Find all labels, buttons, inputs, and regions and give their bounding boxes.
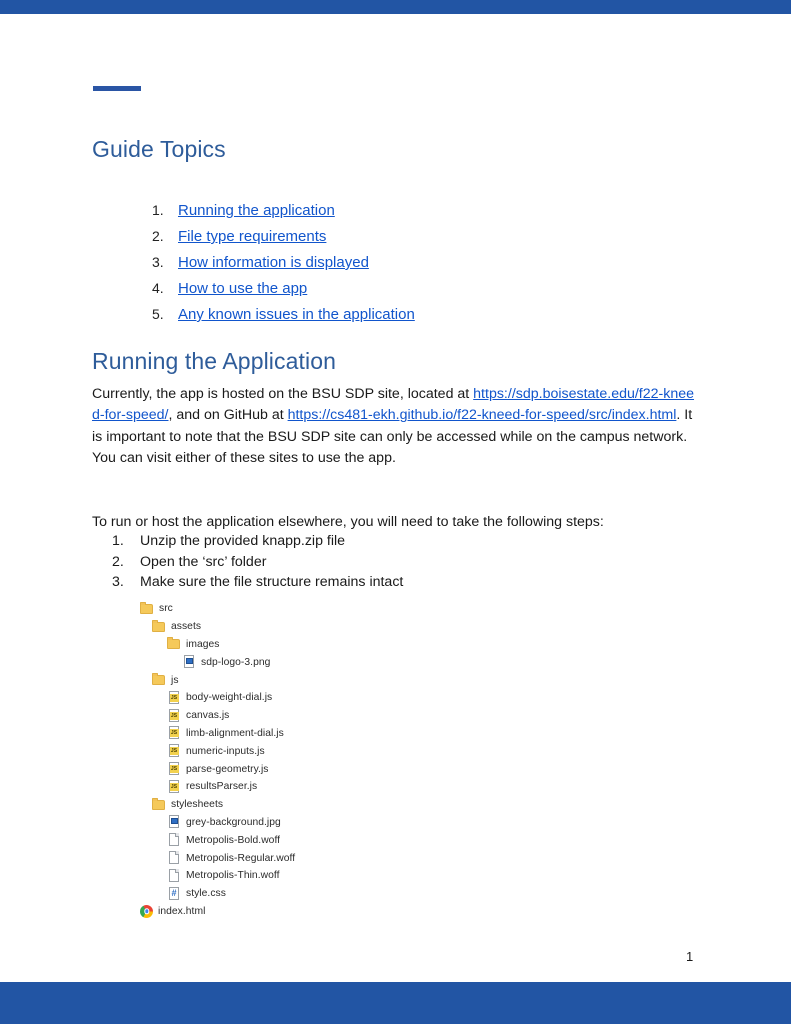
folder-icon — [152, 620, 166, 634]
file-tree-node — [167, 867, 540, 885]
file-tree-node-label: assets — [171, 621, 202, 633]
file-tree-node — [167, 885, 540, 903]
page-file-icon — [167, 833, 181, 847]
file-tree-node — [167, 760, 540, 778]
toc-item-link[interactable]: How to use the app — [178, 280, 308, 297]
github-site-link[interactable]: https://cs481-ekh.github.io/f22-kneed-for-speed/src/index.html — [287, 407, 677, 424]
setup-step-number: 3. — [112, 574, 124, 590]
css-file-icon — [167, 887, 181, 901]
file-tree-node-label: index.html — [158, 905, 206, 917]
file-tree-node-label: Metropolis-Regular.woff — [186, 852, 296, 864]
file-tree-node — [167, 778, 540, 796]
header-bar — [0, 0, 791, 14]
file-tree-node — [140, 600, 540, 618]
toc-item — [152, 254, 672, 280]
image-file-icon — [167, 815, 181, 829]
js-file-icon — [167, 744, 181, 758]
steps-intro-paragraph: To run or host the application elsewhere, you will need to take the following steps: — [92, 514, 604, 530]
folder-icon — [167, 637, 181, 651]
js-file-icon — [167, 762, 181, 776]
file-tree-node — [167, 725, 540, 743]
setup-step-number: 1. — [112, 533, 124, 549]
page-number: 1 — [686, 949, 694, 964]
hosting-text-2: , and on GitHub at — [168, 407, 288, 424]
toc-item-number: 4. — [152, 280, 164, 296]
toc-item-link[interactable]: Running the application — [178, 202, 335, 219]
file-tree-node-label: grey-background.jpg — [186, 816, 281, 828]
file-tree-node-label: limb-alignment-dial.js — [186, 727, 284, 739]
accent-rule — [93, 86, 141, 91]
footer-bar — [0, 982, 791, 1024]
toc-item — [152, 280, 672, 306]
toc-item-number: 3. — [152, 254, 164, 270]
toc-item-link[interactable]: File type requirements — [178, 228, 327, 245]
file-structure-tree — [140, 600, 540, 920]
js-file-icon — [167, 691, 181, 705]
file-tree-node — [152, 796, 540, 814]
js-file-icon — [167, 726, 181, 740]
file-tree-node-label: Metropolis-Thin.woff — [186, 870, 280, 882]
folder-icon — [152, 798, 166, 812]
toc-item-link[interactable]: How information is displayed — [178, 254, 369, 271]
toc-item — [152, 306, 672, 332]
file-tree-node — [167, 636, 540, 654]
file-tree-node-label: stylesheets — [171, 799, 224, 811]
file-tree-node — [167, 849, 540, 867]
js-file-icon — [167, 780, 181, 794]
setup-step — [112, 554, 672, 575]
js-file-icon — [167, 709, 181, 723]
image-file-icon — [182, 655, 196, 669]
file-tree-node-label: body-weight-dial.js — [186, 692, 273, 704]
toc-item-number: 2. — [152, 228, 164, 244]
folder-icon — [140, 602, 154, 616]
section-heading-running-application: Running the Application — [92, 348, 336, 374]
toc-item-number: 5. — [152, 306, 164, 322]
file-tree-node-label: sdp-logo-3.png — [201, 656, 271, 668]
toc-item — [152, 202, 672, 228]
file-tree-node — [167, 742, 540, 760]
chrome-icon — [140, 905, 153, 918]
folder-icon — [152, 673, 166, 687]
page-file-icon — [167, 869, 181, 883]
file-tree-node-label: numeric-inputs.js — [186, 745, 265, 757]
page-title-guide-topics: Guide Topics — [92, 136, 226, 162]
hosting-text-1: Currently, the app is hosted on the BSU SDP site, located at — [92, 386, 474, 402]
setup-step-label: Make sure the file structure remains intact — [140, 574, 404, 590]
setup-step-number: 2. — [112, 553, 124, 570]
guide-topics-list — [112, 202, 672, 332]
file-tree-node-label: Metropolis-Bold.woff — [186, 834, 281, 846]
setup-steps-list — [112, 533, 672, 595]
file-tree-node — [167, 814, 540, 832]
setup-step — [112, 533, 672, 554]
file-tree-node — [167, 689, 540, 707]
page-file-icon — [167, 851, 181, 865]
file-tree-node-label: style.css — [186, 888, 226, 900]
sdp-site-link[interactable]: https://sdp.boisestate.edu/f22-kneed-for-speed/ — [92, 386, 695, 424]
toc-item-number: 1. — [152, 202, 164, 218]
file-tree-node-label: parse-geometry.js — [186, 763, 269, 775]
file-tree-node — [152, 618, 540, 636]
toc-item — [152, 228, 672, 254]
file-tree-node-label: canvas.js — [186, 710, 230, 722]
file-tree-node — [167, 707, 540, 725]
setup-step — [112, 574, 672, 595]
setup-step-label: Open the ‘src’ folder — [140, 553, 267, 570]
file-tree-node-label: images — [186, 638, 220, 650]
hosting-text-3: . It is important to note that the BSU SDP site can only be accessed while on the campus network. You can visit either of these sites to use the app. — [92, 407, 693, 466]
setup-step-label: Unzip the provided knapp.zip file — [140, 533, 346, 549]
file-tree-node — [140, 903, 540, 921]
toc-item-link[interactable]: Any known issues in the application — [178, 306, 415, 323]
file-tree-node-label: resultsParser.js — [186, 781, 258, 793]
file-tree-node — [152, 671, 540, 689]
file-tree-node-label: js — [171, 674, 179, 686]
hosting-paragraph — [92, 384, 698, 469]
file-tree-node — [182, 653, 540, 671]
file-tree-node — [167, 831, 540, 849]
file-tree-node-label: src — [159, 603, 173, 615]
